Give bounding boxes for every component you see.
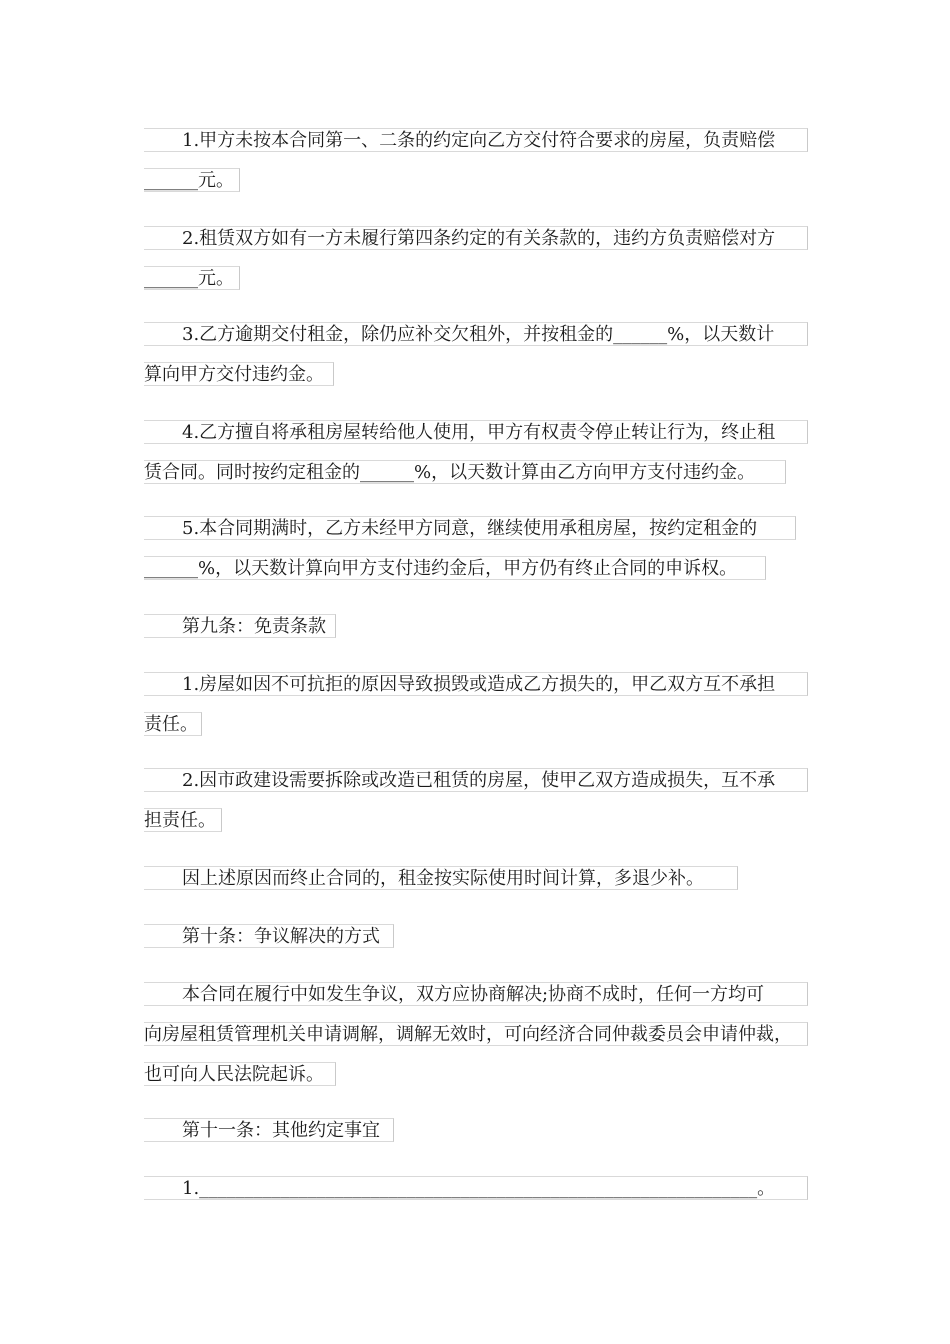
text-line: 责任。 [144, 712, 202, 736]
text-line: 也可向人民法院起诉。 [144, 1062, 336, 1086]
text-line: 赁合同。同时按约定租金的______%，以天数计算由乙方向甲方支付违约金。 [144, 460, 786, 484]
text-line: 1.甲方未按本合同第一、二条的约定向乙方交付符合要求的房屋，负责赔偿 [144, 128, 808, 152]
text-line: ______%，以天数计算向甲方支付违约金后，甲方仍有终止合同的申诉权。 [144, 556, 766, 580]
article-10-heading [144, 924, 808, 948]
other-item-1 [144, 1176, 808, 1200]
text-line: 1.房屋如因不可抗拒的原因导致损毁或造成乙方损失的，甲乙双方互不承担 [144, 672, 808, 696]
termination-note [144, 866, 808, 890]
text-line: 1.______________________________________________________________。 [144, 1176, 808, 1200]
penalty-clause-5 [144, 516, 808, 580]
text-line: 2.因市政建设需要拆除或改造已租赁的房屋，使甲乙双方造成损失，互不承 [144, 768, 808, 792]
section-heading: 第十一条：其他约定事宜 [144, 1118, 394, 1142]
article-9-heading [144, 614, 808, 638]
text-line: 3.乙方逾期交付租金，除仍应补交欠租外，并按租金的______%，以天数计 [144, 322, 808, 346]
text-line: ______元。 [144, 266, 240, 290]
dispute-resolution-text [144, 982, 808, 1086]
section-heading: 第九条：免责条款 [144, 614, 336, 638]
penalty-clause-2 [144, 226, 808, 290]
text-line: ______元。 [144, 168, 240, 192]
text-line: 2.租赁双方如有一方未履行第四条约定的有关条款的，违约方负责赔偿对方 [144, 226, 808, 250]
text-line: 担责任。 [144, 808, 222, 832]
text-line: 因上述原因而终止合同的，租金按实际使用时间计算，多退少补。 [144, 866, 738, 890]
text-line: 5.本合同期满时，乙方未经甲方同意，继续使用承租房屋，按约定租金的 [144, 516, 796, 540]
penalty-clause-1 [144, 128, 808, 192]
exemption-clause-2 [144, 768, 808, 832]
section-heading: 第十条：争议解决的方式 [144, 924, 394, 948]
text-line: 本合同在履行中如发生争议，双方应协商解决;协商不成时，任何一方均可 [144, 982, 808, 1006]
penalty-clause-3 [144, 322, 808, 386]
exemption-clause-1 [144, 672, 808, 736]
text-line: 算向甲方交付违约金。 [144, 362, 334, 386]
article-11-heading [144, 1118, 808, 1142]
text-line: 向房屋租赁管理机关申请调解，调解无效时，可向经济合同仲裁委员会申请仲裁， [144, 1022, 808, 1046]
penalty-clause-4 [144, 420, 808, 484]
text-line: 4.乙方擅自将承租房屋转给他人使用，甲方有权责令停止转让行为，终止租 [144, 420, 808, 444]
